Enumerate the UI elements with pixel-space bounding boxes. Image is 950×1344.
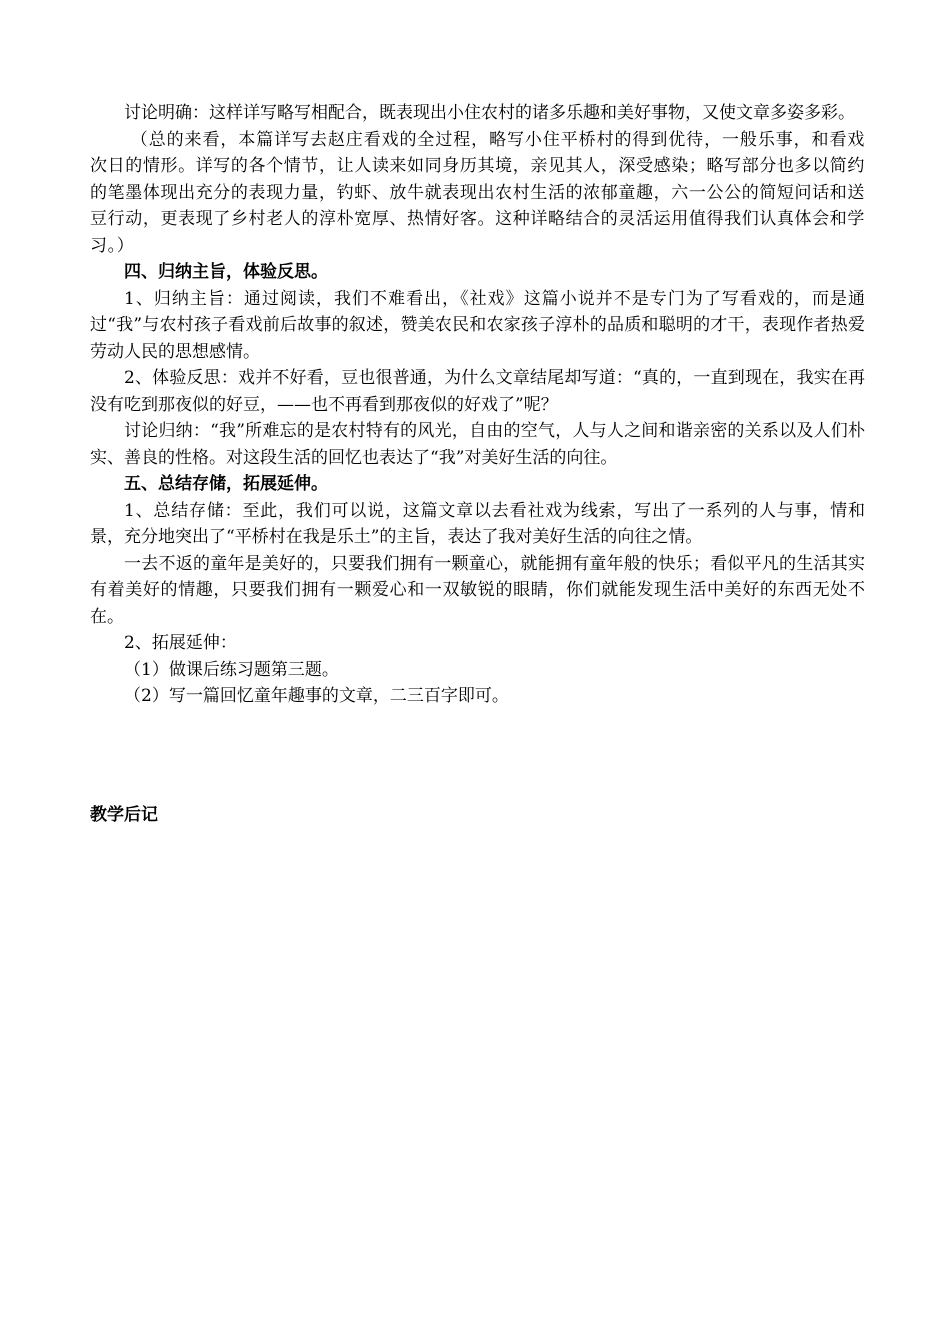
conclusion-storage-paragraph: 1、总结存储：至此，我们可以说，这篇文章以去看社戏为线索，写出了一系列的人与事，情和景，充分地突出了“平桥村在我是乐土”的主旨，表达了我对美好生活的向往之情。: [90, 500, 865, 547]
theme-summary-paragraph: 1、归纳主旨：通过阅读，我们不难看出，《社戏》这篇小说并不是专门为了写看戏的，而是通过“我”与农村孩子看戏前后故事的叙述，赞美农民和农家孩子淳朴的品质和聪明的才干，表现作者热爱劳动人民的思想感情。: [90, 288, 865, 362]
section-heading-five: 五、总结存储，拓展延伸。: [124, 474, 328, 494]
extension-label: 2、拓展延伸：: [124, 633, 237, 653]
extension-item-1: （1）做课后练习题第三题。: [124, 659, 339, 680]
summary-note-paragraph: （总的来看，本篇详写去赵庄看戏的全过程，略写小住平桥村的得到优待，一般乐事，和看戏次日的情形。详写的各个情节，让人读来如同身历其境，亲见其人，深受感染；略写部分也多以简约的笔墨体现出充分的表现力量，钓虾、放牛就表现出农村生活的浓郁童趣，六一公公的简短问话和送豆行动，更表现了乡村老人的淳朴宽厚、热情好客。这种详略结合的灵活运用值得我们认真体会和学习。）: [90, 129, 865, 256]
discussion-clarification-paragraph: 讨论明确：这样详写略写相配合，既表现出小住农村的诸多乐趣和美好事物，又使文章多姿多彩。: [124, 103, 855, 123]
document-body: [90, 100, 865, 710]
afterword-title: 教学后记: [90, 805, 158, 825]
reflection-question-paragraph: 2、体验反思：戏并不好看，豆也很普通，为什么文章结尾却写道：“真的，一直到现在，我实在再没有吃到那夜似的好豆，——也不再看到那夜似的好戏了”呢？: [90, 368, 865, 415]
section-heading-four: 四、归纳主旨，体验反思。: [124, 262, 328, 282]
discussion-conclusion-paragraph: 讨论归纳：“我”所难忘的是农村特有的风光，自由的空气，人与人之间和谐亲密的关系以及人们朴实、善良的性格。对这段生活的回忆也表达了“我”对美好生活的向往。: [90, 421, 865, 468]
childhood-reflection-paragraph: 一去不返的童年是美好的，只要我们拥有一颗童心，就能拥有童年般的快乐；看似平凡的生活其实有着美好的情趣，只要我们拥有一颗爱心和一双敏锐的眼睛，你们就能发现生活中美好的东西无处不在。: [90, 553, 865, 627]
extension-item-2: （2）写一篇回忆童年趣事的文章，二三百字即可。: [124, 686, 509, 706]
